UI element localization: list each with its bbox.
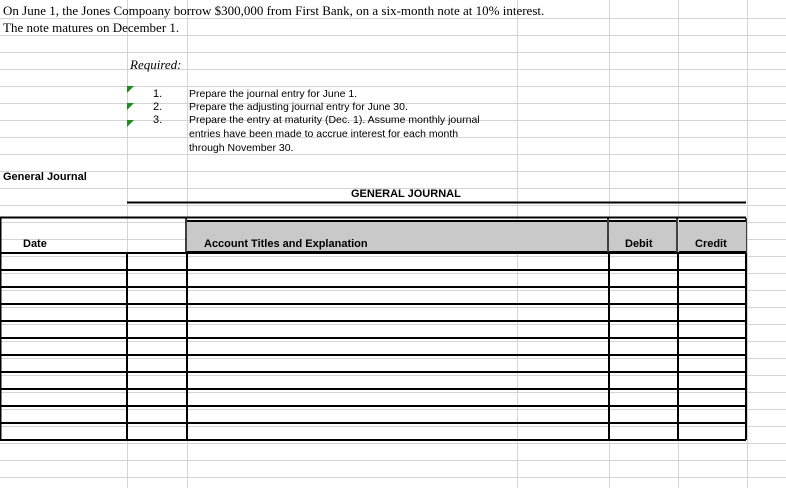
comment-marker-2[interactable] bbox=[127, 103, 134, 110]
problem-line-1[interactable]: On June 1, the Jones Compoany borrow $300,000 from First Bank, on a six-month note at 10% interest. bbox=[3, 3, 545, 18]
comment-marker-1[interactable] bbox=[127, 86, 134, 93]
account-header[interactable]: Account Titles and Explanation bbox=[204, 238, 368, 250]
journal-title[interactable]: GENERAL JOURNAL bbox=[351, 188, 461, 200]
required-item-2-num: 2. bbox=[153, 101, 163, 113]
credit-header[interactable]: Credit bbox=[695, 238, 727, 250]
required-item-3-text-line-2: entries have been made to accrue interest for each month bbox=[189, 128, 459, 140]
debit-header[interactable]: Debit bbox=[625, 238, 653, 250]
problem-line-2[interactable]: The note matures on December 1. bbox=[3, 20, 180, 35]
required-heading[interactable]: Required: bbox=[130, 57, 182, 72]
date-header[interactable]: Date bbox=[23, 238, 47, 250]
required-item-2-text[interactable]: Prepare the adjusting journal entry for June 30. bbox=[189, 101, 408, 113]
comment-marker-3[interactable] bbox=[127, 120, 134, 127]
required-item-3-text[interactable]: Prepare the entry at maturity (Dec. 1). Assume monthly journal bbox=[189, 114, 480, 126]
required-item-1-num: 1. bbox=[153, 88, 163, 100]
required-item-3-num: 3. bbox=[153, 114, 163, 126]
required-item-3-text-line-3: through November 30. bbox=[189, 142, 294, 154]
general-journal-label[interactable]: General Journal bbox=[3, 171, 87, 183]
required-item-1-text[interactable]: Prepare the journal entry for June 1. bbox=[189, 88, 358, 100]
